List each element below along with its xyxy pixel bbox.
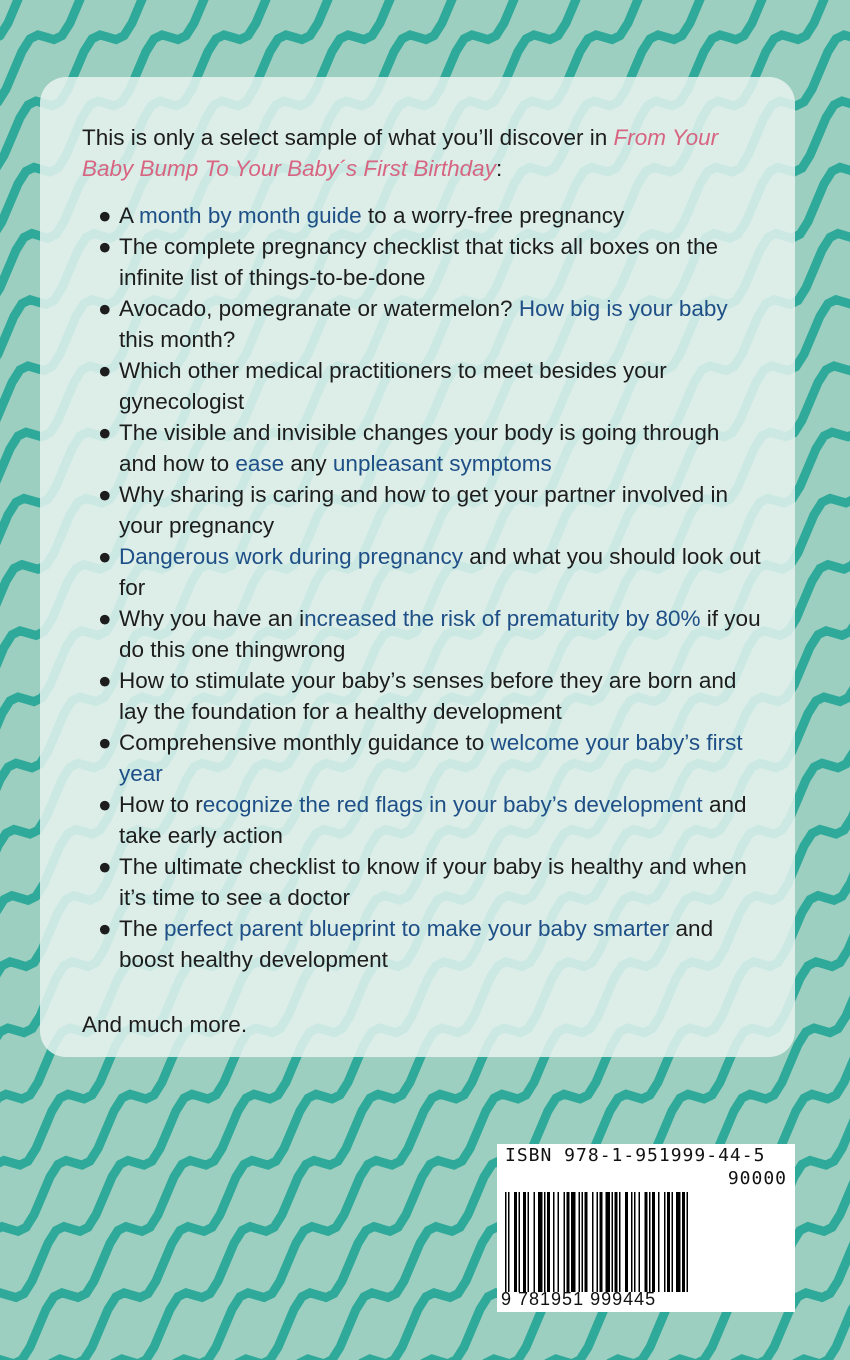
barcode-bar [538, 1192, 543, 1292]
barcode-bars [505, 1192, 787, 1292]
price-code: 90000 [727, 1168, 787, 1189]
bullet-dot-icon: ● [98, 296, 112, 321]
barcode-bar [553, 1192, 555, 1292]
feature-list-item [82, 789, 762, 851]
bullet-dot-icon: ● [98, 234, 112, 259]
feature-list [82, 200, 762, 975]
barcode-bar [519, 1192, 521, 1292]
barcode-bar [571, 1192, 576, 1292]
barcode-bar [508, 1192, 510, 1292]
feature-text: Which other medical practitioners to meet besides your gynecologist [119, 358, 667, 414]
barcode-bar [544, 1192, 546, 1292]
bullet-dot-icon: ● [98, 668, 112, 693]
barcode-bar [658, 1192, 660, 1292]
ean-digits: 9 781951 999445 [501, 1289, 657, 1309]
bullet-dot-icon: ● [98, 420, 112, 445]
barcode-bar [634, 1192, 636, 1292]
highlighted-phrase: ecognize the red flags in your baby’s development [202, 792, 703, 817]
bullet-dot-icon: ● [98, 544, 112, 569]
bullet-dot-icon: ● [98, 358, 112, 383]
highlighted-phrase: welcome your baby’s first year [119, 730, 743, 786]
barcode-bar [567, 1192, 570, 1292]
feature-list-item [82, 293, 762, 355]
feature-list-item [82, 479, 762, 541]
barcode-bar [528, 1192, 530, 1292]
barcode-bar [619, 1192, 621, 1292]
feature-text: How to r [119, 792, 203, 817]
feature-list-item [82, 851, 762, 913]
barcode-bar [505, 1192, 507, 1292]
highlighted-phrase: ease [235, 451, 285, 476]
book-title: From Your Baby Bump To Your Baby´s First Birthday [82, 125, 719, 181]
feature-text: The visible and invisible changes your body is going through and how to [119, 420, 720, 476]
outro-text: And much more. [82, 1012, 248, 1037]
bullet-dot-icon: ● [98, 916, 112, 941]
bullet-dot-icon: ● [98, 203, 112, 228]
feature-list-item [82, 913, 762, 975]
intro-lead: This is only a select sample of what you’ll discover in [82, 125, 614, 150]
barcode-bar [649, 1192, 651, 1292]
intro-paragraph [82, 122, 762, 184]
highlighted-phrase: ncreased the risk of prematurity by 80% [304, 606, 701, 631]
intro-colon: : [495, 156, 503, 181]
barcode-bar [582, 1192, 584, 1292]
barcode-bar [664, 1192, 666, 1292]
barcode-bar [606, 1192, 611, 1292]
barcode-bar [597, 1192, 599, 1292]
feature-list-item [82, 355, 762, 417]
barcode-bar [564, 1192, 566, 1292]
bullet-dot-icon: ● [98, 606, 112, 631]
barcode-bar [514, 1192, 517, 1292]
barcode-bar [523, 1192, 526, 1292]
barcode-bar [558, 1192, 560, 1292]
barcode-bar [672, 1192, 674, 1292]
bullet-dot-icon: ● [98, 482, 112, 507]
highlighted-phrase: month by month guide [139, 203, 362, 228]
highlighted-phrase: Dangerous work during pregnancy [119, 544, 463, 569]
feature-text: any [284, 451, 333, 476]
barcode-bar [676, 1192, 681, 1292]
feature-text: this month? [119, 327, 236, 352]
description-text [82, 122, 762, 975]
feature-text: Avocado, pomegranate or watermelon? [119, 296, 519, 321]
bullet-dot-icon: ● [98, 854, 112, 879]
feature-text: A [119, 203, 140, 228]
feature-text: and boost healthy development [119, 916, 714, 972]
barcode-bar [687, 1192, 689, 1292]
barcode-bar [625, 1192, 628, 1292]
barcode-bar [534, 1192, 536, 1292]
barcode-bar [682, 1192, 685, 1292]
barcode-bar [631, 1192, 633, 1292]
feature-text: Why you have an i [119, 606, 305, 631]
barcode-bar [645, 1192, 648, 1292]
feature-list-item [82, 417, 762, 479]
barcode-bar [600, 1192, 603, 1292]
feature-text: and what you should look out for [119, 544, 761, 600]
barcode-bar [579, 1192, 581, 1292]
feature-list-item [82, 200, 762, 231]
feature-text: The ultimate checklist to know if your baby is healthy and when it’s time to see a doctor [119, 854, 747, 910]
highlighted-phrase: How big is your baby [518, 296, 728, 321]
isbn-barcode [497, 1144, 795, 1312]
feature-text: The complete pregnancy checklist that ticks all boxes on the infinite list of things-to-be-done [119, 234, 719, 290]
barcode-bar [667, 1192, 670, 1292]
barcode-bar [639, 1192, 641, 1292]
feature-list-item [82, 665, 762, 727]
barcode-bar [585, 1192, 588, 1292]
feature-text: to a worry-free pregnancy [361, 203, 625, 228]
feature-list-item [82, 727, 762, 789]
bullet-dot-icon: ● [98, 792, 112, 817]
feature-text: if you do this one thingwrong [119, 606, 761, 662]
highlighted-phrase: unpleasant symptoms [332, 451, 552, 476]
bullet-dot-icon: ● [98, 730, 112, 755]
feature-list-item [82, 231, 762, 293]
barcode-bar [652, 1192, 655, 1292]
feature-text: Comprehensive monthly guidance to [119, 730, 491, 755]
barcode-bar [592, 1192, 594, 1292]
highlighted-phrase: perfect parent blueprint to make your baby smarter [164, 916, 670, 941]
feature-text: and take early action [119, 792, 747, 848]
barcode-bar [615, 1192, 618, 1292]
feature-text: How to stimulate your baby’s senses before they are born and lay the foundation for a healthy development [119, 668, 737, 724]
feature-list-item [82, 541, 762, 603]
feature-text: Why sharing is caring and how to get your partner involved in your pregnancy [119, 482, 729, 538]
isbn-number: ISBN 978-1-951999-44-5 [505, 1145, 766, 1166]
barcode-bar [612, 1192, 614, 1292]
feature-text: The [119, 916, 165, 941]
feature-list-item [82, 603, 762, 665]
barcode-bar [547, 1192, 550, 1292]
